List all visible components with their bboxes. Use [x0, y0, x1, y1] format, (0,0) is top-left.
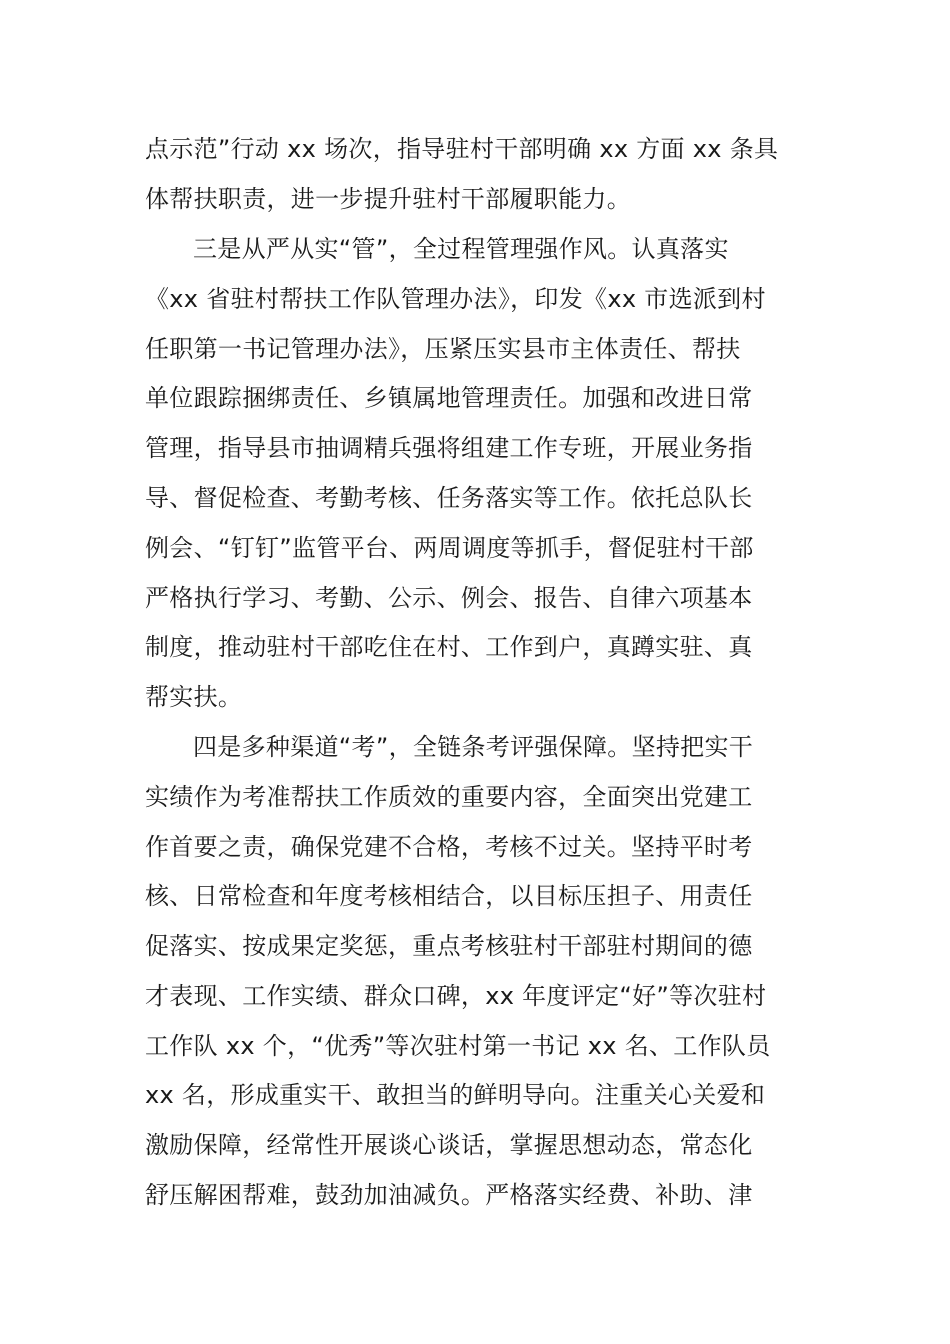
text-line: 导、督促检查、考勤考核、任务落实等工作。依托总队长	[145, 484, 753, 512]
text-line: xx 名，形成重实干、敢担当的鲜明导向。注重关心关爱和	[145, 1081, 766, 1109]
text-line: 体帮扶职责，进一步提升驻村干部履职能力。	[145, 185, 631, 213]
text-line: 舒压解困帮难，鼓劲加油减负。严格落实经费、补助、津	[145, 1181, 753, 1209]
text-line: 点示范”行动 xx 场次，指导驻村干部明确 xx 方面 xx 条具	[145, 135, 779, 163]
text-line: 严格执行学习、考勤、公示、例会、报告、自律六项基本	[145, 584, 753, 612]
text-line: 作首要之责，确保党建不合格，考核不过关。坚持平时考	[145, 833, 753, 861]
paragraph-start-line: 四是多种渠道“考”，全链条考评强保障。坚持把实干	[193, 733, 754, 761]
text-line: 《xx 省驻村帮扶工作队管理办法》，印发《xx 市选派到村	[145, 285, 766, 313]
text-line: 促落实、按成果定奖惩，重点考核驻村干部驻村期间的德	[145, 932, 753, 960]
text-line: 制度，推动驻村干部吃住在村、工作到户，真蹲实驻、真	[145, 633, 753, 661]
text-line: 才表现、工作实绩、群众口碑，xx 年度评定“好”等次驻村	[145, 982, 767, 1010]
text-line: 管理，指导县市抽调精兵强将组建工作专班，开展业务指	[145, 434, 753, 462]
text-line: 例会、“钉钉”监管平台、两周调度等抓手，督促驻村干部	[145, 534, 754, 562]
text-line: 实绩作为考准帮扶工作质效的重要内容，全面突出党建工	[145, 783, 753, 811]
paragraph-start-line: 三是从严从实“管”，全过程管理强作风。认真落实	[193, 235, 729, 263]
text-line: 帮实扶。	[145, 683, 243, 711]
text-line: 核、日常检查和年度考核相结合，以目标压担子、用责任	[145, 882, 753, 910]
text-line: 单位跟踪捆绑责任、乡镇属地管理责任。加强和改进日常	[145, 384, 753, 412]
text-line: 工作队 xx 个，“优秀”等次驻村第一书记 xx 名、工作队员	[145, 1032, 771, 1060]
text-line: 任职第一书记管理办法》，压紧压实县市主体责任、帮扶	[145, 335, 741, 363]
text-line: 激励保障，经常性开展谈心谈话，掌握思想动态，常态化	[145, 1131, 753, 1159]
